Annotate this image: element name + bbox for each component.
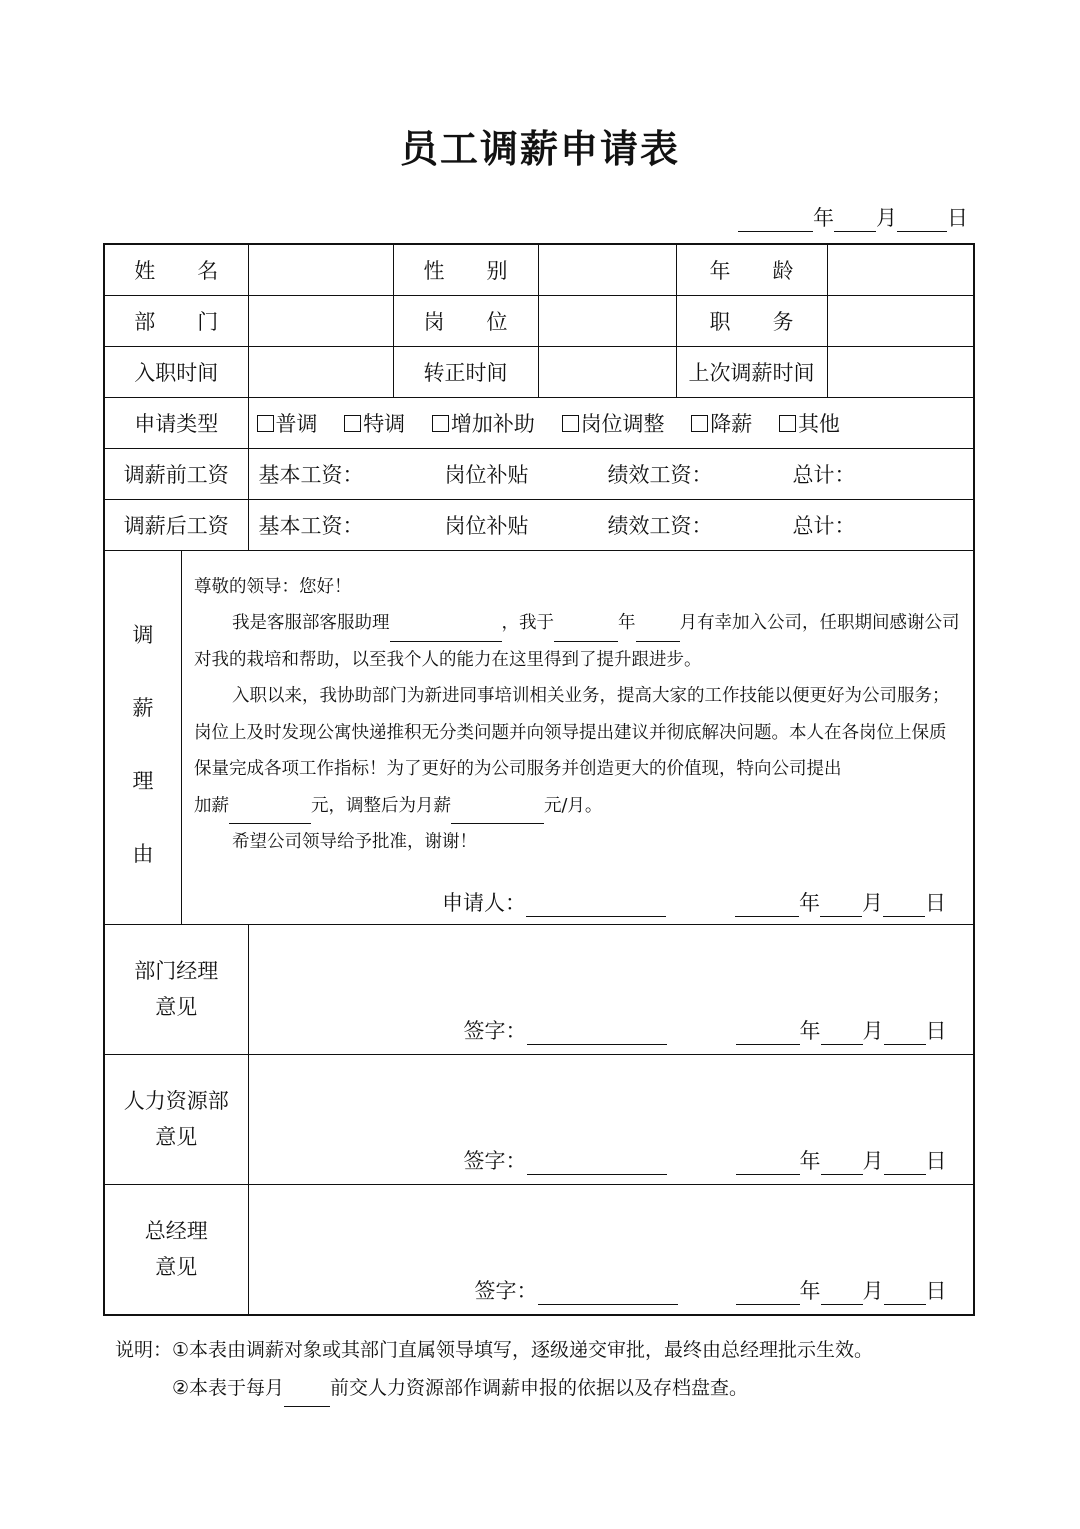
checkbox[interactable] bbox=[691, 415, 708, 432]
year-blank[interactable] bbox=[736, 1022, 800, 1045]
name-label: 姓 名 bbox=[104, 244, 248, 295]
position-field[interactable] bbox=[827, 295, 974, 346]
application-form bbox=[103, 243, 975, 1316]
day-label: 日 bbox=[947, 206, 968, 230]
checkbox[interactable] bbox=[562, 415, 579, 432]
last-adjust-date-label: 上次调薪时间 bbox=[676, 346, 827, 397]
hr-opinion-field[interactable] bbox=[248, 1054, 974, 1184]
date-line: 年 月 日 bbox=[736, 1015, 947, 1045]
month-blank[interactable] bbox=[834, 209, 876, 232]
month-label: 月 bbox=[876, 206, 897, 230]
option-post-change[interactable]: 岗位调整 bbox=[562, 412, 665, 436]
form-notes bbox=[115, 1331, 873, 1407]
checkbox[interactable] bbox=[779, 415, 796, 432]
post-label: 岗 位 bbox=[393, 295, 538, 346]
year-label: 年 bbox=[813, 206, 834, 230]
regularization-date-field[interactable] bbox=[538, 346, 676, 397]
year-blank[interactable] bbox=[736, 1282, 800, 1305]
gm-opinion-field[interactable] bbox=[248, 1184, 974, 1315]
info-row bbox=[104, 244, 974, 295]
apply-type-label: 申请类型 bbox=[104, 397, 248, 448]
signature-line: 签字： bbox=[464, 1015, 667, 1045]
signature-blank[interactable] bbox=[527, 1152, 667, 1175]
apply-type-options bbox=[248, 397, 974, 448]
option-other[interactable]: 其他 bbox=[779, 412, 840, 436]
month-blank[interactable] bbox=[821, 1282, 863, 1305]
signature-blank[interactable] bbox=[538, 1282, 678, 1305]
gm-opinion-label: 总经理 意见 bbox=[104, 1184, 248, 1315]
reason-label: 调 薪 理 由 bbox=[105, 551, 182, 924]
note-1: 说明：①本表由调薪对象或其部门直属领导填写，逐级递交审批，最终由总经理批示生效。 bbox=[115, 1339, 874, 1361]
option-decrease[interactable]: 降薪 bbox=[691, 412, 752, 436]
paragraph-2-cont: 加薪 元，调整后为月薪 元/月。 bbox=[194, 788, 963, 825]
option-special[interactable]: 特调 bbox=[344, 412, 405, 436]
applicant-signature: 申请人： bbox=[442, 887, 666, 917]
age-field[interactable] bbox=[827, 244, 974, 295]
post-field[interactable] bbox=[538, 295, 676, 346]
role-blank[interactable] bbox=[390, 622, 502, 642]
opinion-row bbox=[104, 1184, 974, 1315]
option-subsidy[interactable]: 增加补助 bbox=[432, 412, 535, 436]
position-label: 职 务 bbox=[676, 295, 827, 346]
reason-cell bbox=[104, 550, 974, 924]
note-2: ②本表于每月 前交人力资源部作调薪申报的依据以及存档盘查。 bbox=[115, 1369, 873, 1407]
date-line: 年 月 日 bbox=[736, 1275, 947, 1305]
signature-line: 签字： bbox=[475, 1275, 678, 1305]
hire-date-field[interactable] bbox=[248, 346, 393, 397]
opinion-row bbox=[104, 924, 974, 1054]
checkbox[interactable] bbox=[257, 415, 274, 432]
hire-date-label: 入职时间 bbox=[104, 346, 248, 397]
reason-row bbox=[104, 550, 974, 924]
dept-manager-opinion-label: 部门经理 意见 bbox=[104, 924, 248, 1054]
reason-letter bbox=[194, 569, 963, 861]
info-row bbox=[104, 346, 974, 397]
day-blank[interactable] bbox=[883, 894, 925, 917]
gender-label: 性 别 bbox=[393, 244, 538, 295]
paragraph-2: 入职以来，我协助部门为新进同事培训相关业务，提高大家的工作技能以便更好为公司服务；岗位上及时发现公寓快递推积无分类问题并向领导提出建议并彻底解决问题。本人在各岗位上保质保量完成各项工作指标！为了更好的为公司服务并创造更大的价值现，特向公司提出 bbox=[194, 686, 950, 779]
month-blank[interactable] bbox=[820, 894, 862, 917]
salary-before-label: 调薪前工资 bbox=[104, 448, 248, 499]
opinion-row bbox=[104, 1054, 974, 1184]
info-row bbox=[104, 295, 974, 346]
year-blank[interactable] bbox=[735, 894, 799, 917]
day-blank[interactable] bbox=[897, 209, 947, 232]
year-blank[interactable] bbox=[736, 1152, 800, 1175]
month-blank[interactable] bbox=[821, 1152, 863, 1175]
join-month-blank[interactable] bbox=[636, 622, 680, 642]
raise-amount-blank[interactable] bbox=[229, 804, 311, 824]
join-year-blank[interactable] bbox=[554, 622, 618, 642]
hr-opinion-label: 人力资源部 意见 bbox=[104, 1054, 248, 1184]
date-line: 年 月 日 bbox=[736, 1145, 947, 1175]
department-label: 部 门 bbox=[104, 295, 248, 346]
greeting: 尊敬的领导：您好！ bbox=[194, 576, 352, 597]
day-blank[interactable] bbox=[884, 1152, 926, 1175]
salary-before-fields[interactable]: 基本工资： 岗位补贴 绩效工资： 总计： bbox=[248, 448, 974, 499]
regularization-date-label: 转正时间 bbox=[393, 346, 538, 397]
paragraph-1: 我是客服部客服助理 ，我于 年 月有幸加入公司，任职期间感谢公司对我的栽培和帮助，以至我个人的能力在这里得到了提升跟进步。 bbox=[194, 613, 960, 670]
checkbox[interactable] bbox=[432, 415, 449, 432]
applicant-date: 年 月 日 bbox=[735, 887, 946, 917]
day-blank[interactable] bbox=[884, 1282, 926, 1305]
month-blank[interactable] bbox=[821, 1022, 863, 1045]
last-adjust-date-field[interactable] bbox=[827, 346, 974, 397]
new-salary-blank[interactable] bbox=[451, 804, 544, 824]
apply-type-row bbox=[104, 397, 974, 448]
dept-manager-opinion-field[interactable] bbox=[248, 924, 974, 1054]
salary-after-row bbox=[104, 499, 974, 550]
paragraph-3: 希望公司领导给予批准，谢谢！ bbox=[232, 832, 477, 852]
checkbox[interactable] bbox=[344, 415, 361, 432]
salary-before-row bbox=[104, 448, 974, 499]
department-field[interactable] bbox=[248, 295, 393, 346]
form-title: 员工调薪申请表 bbox=[399, 127, 680, 171]
salary-after-label: 调薪后工资 bbox=[104, 499, 248, 550]
salary-after-fields[interactable]: 基本工资： 岗位补贴 绩效工资： 总计： bbox=[248, 499, 974, 550]
age-label: 年 龄 bbox=[676, 244, 827, 295]
option-general[interactable]: 普调 bbox=[257, 412, 318, 436]
gender-field[interactable] bbox=[538, 244, 676, 295]
day-blank[interactable] bbox=[884, 1022, 926, 1045]
deadline-blank[interactable] bbox=[284, 1387, 330, 1407]
applicant-blank[interactable] bbox=[526, 894, 666, 917]
name-field[interactable] bbox=[248, 244, 393, 295]
year-blank[interactable] bbox=[738, 209, 813, 232]
signature-line: 签字： bbox=[464, 1145, 667, 1175]
header-date bbox=[738, 202, 968, 232]
signature-blank[interactable] bbox=[527, 1022, 667, 1045]
